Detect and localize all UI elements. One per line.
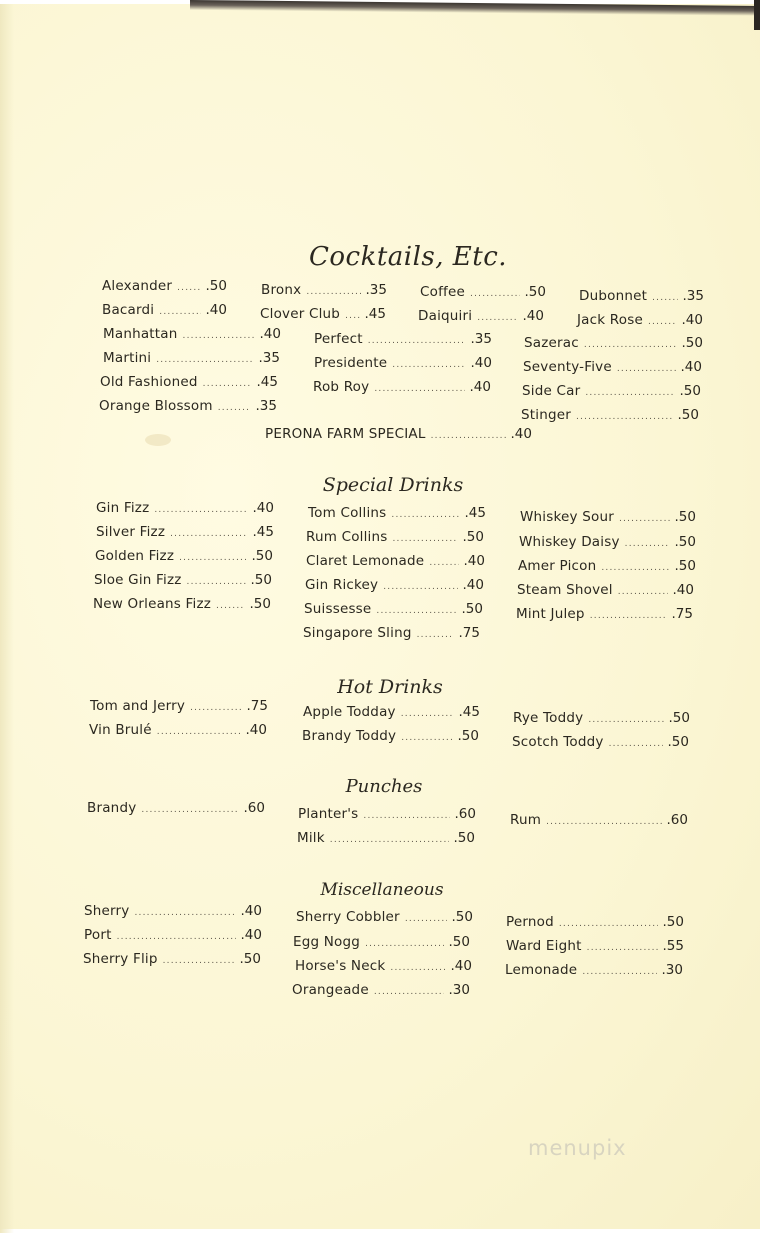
item-price: .30 bbox=[448, 982, 470, 998]
menu-item bbox=[87, 800, 265, 816]
item-name: Port bbox=[84, 927, 112, 943]
menu-item bbox=[100, 374, 278, 390]
menu-item bbox=[314, 355, 492, 371]
item-name: Clover Club bbox=[260, 306, 341, 322]
item-price: .50 bbox=[662, 914, 684, 930]
leader-dots bbox=[618, 588, 668, 597]
item-name: Golden Fizz bbox=[95, 548, 175, 564]
leader-dots bbox=[383, 583, 457, 592]
leader-dots bbox=[576, 413, 673, 422]
item-price: .40 bbox=[240, 903, 262, 919]
item-name: Horse's Neck bbox=[295, 958, 386, 974]
item-price: .40 bbox=[252, 500, 274, 516]
item-name: PERONA FARM SPECIAL bbox=[265, 426, 426, 442]
item-name: Bronx bbox=[261, 282, 302, 298]
menu-item bbox=[96, 500, 274, 516]
item-name: Sherry Flip bbox=[83, 951, 158, 967]
menu-item bbox=[94, 572, 272, 588]
leader-dots bbox=[154, 506, 247, 515]
watermark-logo: menupix bbox=[528, 1136, 627, 1160]
item-price: .40 bbox=[245, 722, 267, 738]
leader-dots bbox=[648, 318, 677, 327]
item-price: .40 bbox=[681, 312, 703, 328]
menu-item bbox=[418, 308, 544, 324]
menu-item bbox=[93, 596, 271, 612]
item-name: Gin Rickey bbox=[305, 577, 379, 593]
item-price: .60 bbox=[454, 806, 476, 822]
leader-dots bbox=[405, 915, 447, 924]
leader-dots bbox=[619, 515, 670, 524]
menu-item bbox=[295, 958, 472, 974]
menu-item bbox=[519, 534, 696, 550]
item-price: .50 bbox=[674, 509, 696, 525]
item-name: Jack Rose bbox=[577, 312, 643, 328]
menu-item bbox=[517, 582, 694, 598]
leader-dots bbox=[477, 314, 517, 323]
menu-item bbox=[95, 548, 273, 564]
menu-item bbox=[516, 606, 693, 622]
menu-item bbox=[523, 359, 702, 375]
item-price: .50 bbox=[451, 909, 473, 925]
menu-item bbox=[513, 710, 690, 726]
item-name: Planter's bbox=[298, 806, 359, 822]
menu-item bbox=[579, 288, 704, 304]
section-title-special-drinks: Special Drinks bbox=[322, 474, 464, 496]
menu-item bbox=[103, 350, 280, 366]
leader-dots bbox=[216, 602, 244, 611]
item-price: .50 bbox=[681, 335, 703, 351]
leader-dots bbox=[590, 612, 667, 621]
item-price: .75 bbox=[246, 698, 268, 714]
item-name: Gin Fizz bbox=[96, 500, 150, 516]
item-price: .40 bbox=[470, 355, 492, 371]
item-name: Old Fashioned bbox=[100, 374, 198, 390]
menu-item bbox=[293, 934, 470, 950]
section-title-hot-drinks: Hot Drinks bbox=[337, 676, 443, 698]
item-price: .40 bbox=[450, 958, 472, 974]
menu-item bbox=[84, 903, 262, 919]
leader-dots bbox=[392, 361, 465, 370]
item-price: .30 bbox=[661, 962, 683, 978]
menu-item bbox=[261, 282, 387, 298]
menu-item bbox=[522, 383, 701, 399]
item-name: Alexander bbox=[102, 278, 173, 294]
section-title-punches: Punches bbox=[345, 776, 423, 797]
item-name: Silver Fizz bbox=[96, 524, 166, 540]
leader-dots bbox=[652, 294, 677, 303]
item-price: .50 bbox=[448, 934, 470, 950]
item-name: Milk bbox=[297, 830, 325, 846]
menu-item bbox=[577, 312, 703, 328]
menu-item bbox=[83, 951, 261, 967]
leader-dots bbox=[156, 356, 253, 365]
menu-item bbox=[306, 553, 485, 569]
item-price: .40 bbox=[462, 577, 484, 593]
item-price: .75 bbox=[458, 625, 480, 641]
page-corner-shadow bbox=[754, 0, 760, 30]
item-price: .75 bbox=[671, 606, 693, 622]
leader-dots bbox=[183, 332, 255, 341]
item-name: Tom and Jerry bbox=[90, 698, 186, 714]
item-price: .35 bbox=[255, 398, 277, 414]
item-price: .50 bbox=[205, 278, 227, 294]
menu-item bbox=[308, 505, 486, 521]
leader-dots bbox=[390, 964, 445, 973]
item-name: Apple Todday bbox=[303, 704, 396, 720]
item-price: .50 bbox=[249, 596, 271, 612]
item-name: Rum bbox=[510, 812, 542, 828]
item-name: Seventy-Five bbox=[523, 359, 612, 375]
item-price: .50 bbox=[674, 534, 696, 550]
leader-dots bbox=[601, 564, 669, 573]
item-name: Whiskey Sour bbox=[520, 509, 614, 525]
item-price: .35 bbox=[682, 288, 704, 304]
item-price: .50 bbox=[457, 728, 479, 744]
menu-item bbox=[420, 284, 546, 300]
menu-item bbox=[292, 982, 470, 998]
leader-dots bbox=[470, 290, 520, 299]
item-price: .50 bbox=[250, 572, 272, 588]
item-price: .50 bbox=[524, 284, 546, 300]
leader-dots bbox=[163, 957, 235, 966]
menu-item bbox=[303, 625, 480, 641]
leader-dots bbox=[365, 940, 443, 949]
leader-dots bbox=[376, 607, 456, 616]
menu-item bbox=[304, 601, 483, 617]
item-name: Rye Toddy bbox=[513, 710, 584, 726]
item-name: Steam Shovel bbox=[517, 582, 613, 598]
item-price: .50 bbox=[667, 734, 689, 750]
leader-dots bbox=[157, 728, 241, 737]
item-price: .40 bbox=[680, 359, 702, 375]
leader-dots bbox=[177, 284, 200, 293]
leader-dots bbox=[134, 909, 235, 918]
item-price: .50 bbox=[677, 407, 699, 423]
item-price: .35 bbox=[365, 282, 387, 298]
leader-dots bbox=[391, 511, 459, 520]
item-name: Ward Eight bbox=[506, 938, 582, 954]
item-price: .40 bbox=[259, 326, 281, 342]
item-price: .40 bbox=[672, 582, 694, 598]
menu-item bbox=[520, 509, 696, 525]
menu-item bbox=[89, 722, 267, 738]
item-name: Sherry bbox=[84, 903, 130, 919]
leader-dots bbox=[345, 312, 359, 321]
item-price: .40 bbox=[205, 302, 227, 318]
menu-item bbox=[524, 335, 703, 351]
leader-dots bbox=[393, 535, 458, 544]
menu-item bbox=[306, 529, 484, 545]
item-price: .40 bbox=[240, 927, 262, 943]
item-name: Martini bbox=[103, 350, 152, 366]
item-name: Tom Collins bbox=[308, 505, 387, 521]
item-name: Egg Nogg bbox=[293, 934, 361, 950]
leader-dots bbox=[218, 404, 251, 413]
item-price: .45 bbox=[252, 524, 274, 540]
menu-item bbox=[96, 524, 274, 540]
leader-dots bbox=[330, 836, 449, 845]
leader-dots bbox=[559, 920, 658, 929]
menu-item bbox=[506, 914, 684, 930]
menu-item bbox=[512, 734, 689, 750]
menu-item bbox=[510, 812, 688, 828]
menu-page bbox=[0, 4, 760, 1229]
section-title-cocktails: Cocktails, Etc. bbox=[308, 242, 508, 272]
menu-item bbox=[296, 909, 473, 925]
item-price: .40 bbox=[463, 553, 485, 569]
leader-dots bbox=[159, 308, 200, 317]
item-price: .50 bbox=[462, 529, 484, 545]
menu-item bbox=[103, 326, 281, 342]
item-price: .40 bbox=[522, 308, 544, 324]
leader-dots bbox=[363, 812, 449, 821]
item-name: Side Car bbox=[522, 383, 581, 399]
menu-item bbox=[90, 698, 268, 714]
leader-dots bbox=[588, 716, 663, 725]
item-name: Amer Picon bbox=[518, 558, 597, 574]
section-title-miscellaneous: Miscellaneous bbox=[320, 880, 444, 900]
menu-item bbox=[99, 398, 277, 414]
item-name: Mint Julep bbox=[516, 606, 585, 622]
item-name: Rum Collins bbox=[306, 529, 388, 545]
item-price: .55 bbox=[662, 938, 684, 954]
item-name: Brandy bbox=[87, 800, 137, 816]
item-name: Vin Brulé bbox=[89, 722, 152, 738]
menu-item bbox=[506, 938, 684, 954]
item-name: Stinger bbox=[521, 407, 571, 423]
item-name: Presidente bbox=[314, 355, 388, 371]
item-name: Singapore Sling bbox=[303, 625, 412, 641]
item-name: Brandy Toddy bbox=[302, 728, 397, 744]
item-name: Orange Blossom bbox=[99, 398, 213, 414]
item-price: .60 bbox=[666, 812, 688, 828]
item-name: Lemonade bbox=[505, 962, 578, 978]
menu-item bbox=[313, 379, 491, 395]
menu-item bbox=[505, 962, 683, 978]
leader-dots bbox=[170, 530, 247, 539]
item-name: Sherry Cobbler bbox=[296, 909, 400, 925]
menu-item bbox=[297, 830, 475, 846]
item-name: Perfect bbox=[314, 331, 363, 347]
menu-item bbox=[521, 407, 699, 423]
leader-dots bbox=[417, 631, 454, 640]
item-price: .50 bbox=[251, 548, 273, 564]
item-name: Suissesse bbox=[304, 601, 372, 617]
leader-dots bbox=[117, 933, 236, 942]
item-price: .40 bbox=[510, 426, 532, 442]
item-price: .50 bbox=[461, 601, 483, 617]
item-price: .50 bbox=[679, 383, 701, 399]
leader-dots bbox=[401, 710, 454, 719]
item-price: .35 bbox=[470, 331, 492, 347]
leader-dots bbox=[585, 389, 674, 398]
item-name: Bacardi bbox=[102, 302, 155, 318]
leader-dots bbox=[587, 944, 658, 953]
item-price: .50 bbox=[239, 951, 261, 967]
item-name: Scotch Toddy bbox=[512, 734, 604, 750]
leader-dots bbox=[141, 806, 238, 815]
item-name: Manhattan bbox=[103, 326, 178, 342]
paper-edge bbox=[0, 4, 14, 1233]
item-price: .40 bbox=[469, 379, 491, 395]
leader-dots bbox=[429, 559, 458, 568]
leader-dots bbox=[190, 704, 241, 713]
item-price: .45 bbox=[464, 505, 486, 521]
leader-dots bbox=[584, 341, 677, 350]
menu-item bbox=[314, 331, 492, 347]
menu-item bbox=[305, 577, 484, 593]
leader-dots bbox=[617, 365, 676, 374]
paper-stain bbox=[145, 434, 171, 446]
leader-dots bbox=[609, 740, 663, 749]
leader-dots bbox=[368, 337, 466, 346]
item-name: Claret Lemonade bbox=[306, 553, 425, 569]
item-name: Rob Roy bbox=[313, 379, 370, 395]
item-price: .50 bbox=[453, 830, 475, 846]
menu-item bbox=[265, 426, 532, 442]
item-name: Sazerac bbox=[524, 335, 579, 351]
item-name: Pernod bbox=[506, 914, 554, 930]
item-price: .50 bbox=[674, 558, 696, 574]
item-name: Orangeade bbox=[292, 982, 369, 998]
item-name: Coffee bbox=[420, 284, 466, 300]
leader-dots bbox=[203, 380, 252, 389]
menu-item bbox=[518, 558, 696, 574]
menu-item bbox=[303, 704, 480, 720]
menu-item bbox=[260, 306, 386, 322]
leader-dots bbox=[401, 734, 452, 743]
leader-dots bbox=[374, 988, 444, 997]
item-price: .50 bbox=[668, 710, 690, 726]
leader-dots bbox=[306, 288, 360, 297]
leader-dots bbox=[546, 818, 661, 827]
menu-item bbox=[84, 927, 262, 943]
leader-dots bbox=[374, 385, 464, 394]
item-price: .45 bbox=[458, 704, 480, 720]
leader-dots bbox=[625, 540, 670, 549]
item-name: Whiskey Daisy bbox=[519, 534, 620, 550]
leader-dots bbox=[187, 578, 246, 587]
leader-dots bbox=[431, 432, 506, 441]
leader-dots bbox=[582, 968, 656, 977]
item-price: .35 bbox=[258, 350, 280, 366]
menu-item bbox=[102, 302, 227, 318]
item-price: .60 bbox=[243, 800, 265, 816]
menu-item bbox=[102, 278, 227, 294]
item-name: Daiquiri bbox=[418, 308, 473, 324]
item-name: Sloe Gin Fizz bbox=[94, 572, 182, 588]
menu-item bbox=[302, 728, 479, 744]
item-price: .45 bbox=[364, 306, 386, 322]
item-price: .45 bbox=[256, 374, 278, 390]
item-name: Dubonnet bbox=[579, 288, 648, 304]
menu-item bbox=[298, 806, 476, 822]
leader-dots bbox=[179, 554, 246, 563]
item-name: New Orleans Fizz bbox=[93, 596, 212, 612]
